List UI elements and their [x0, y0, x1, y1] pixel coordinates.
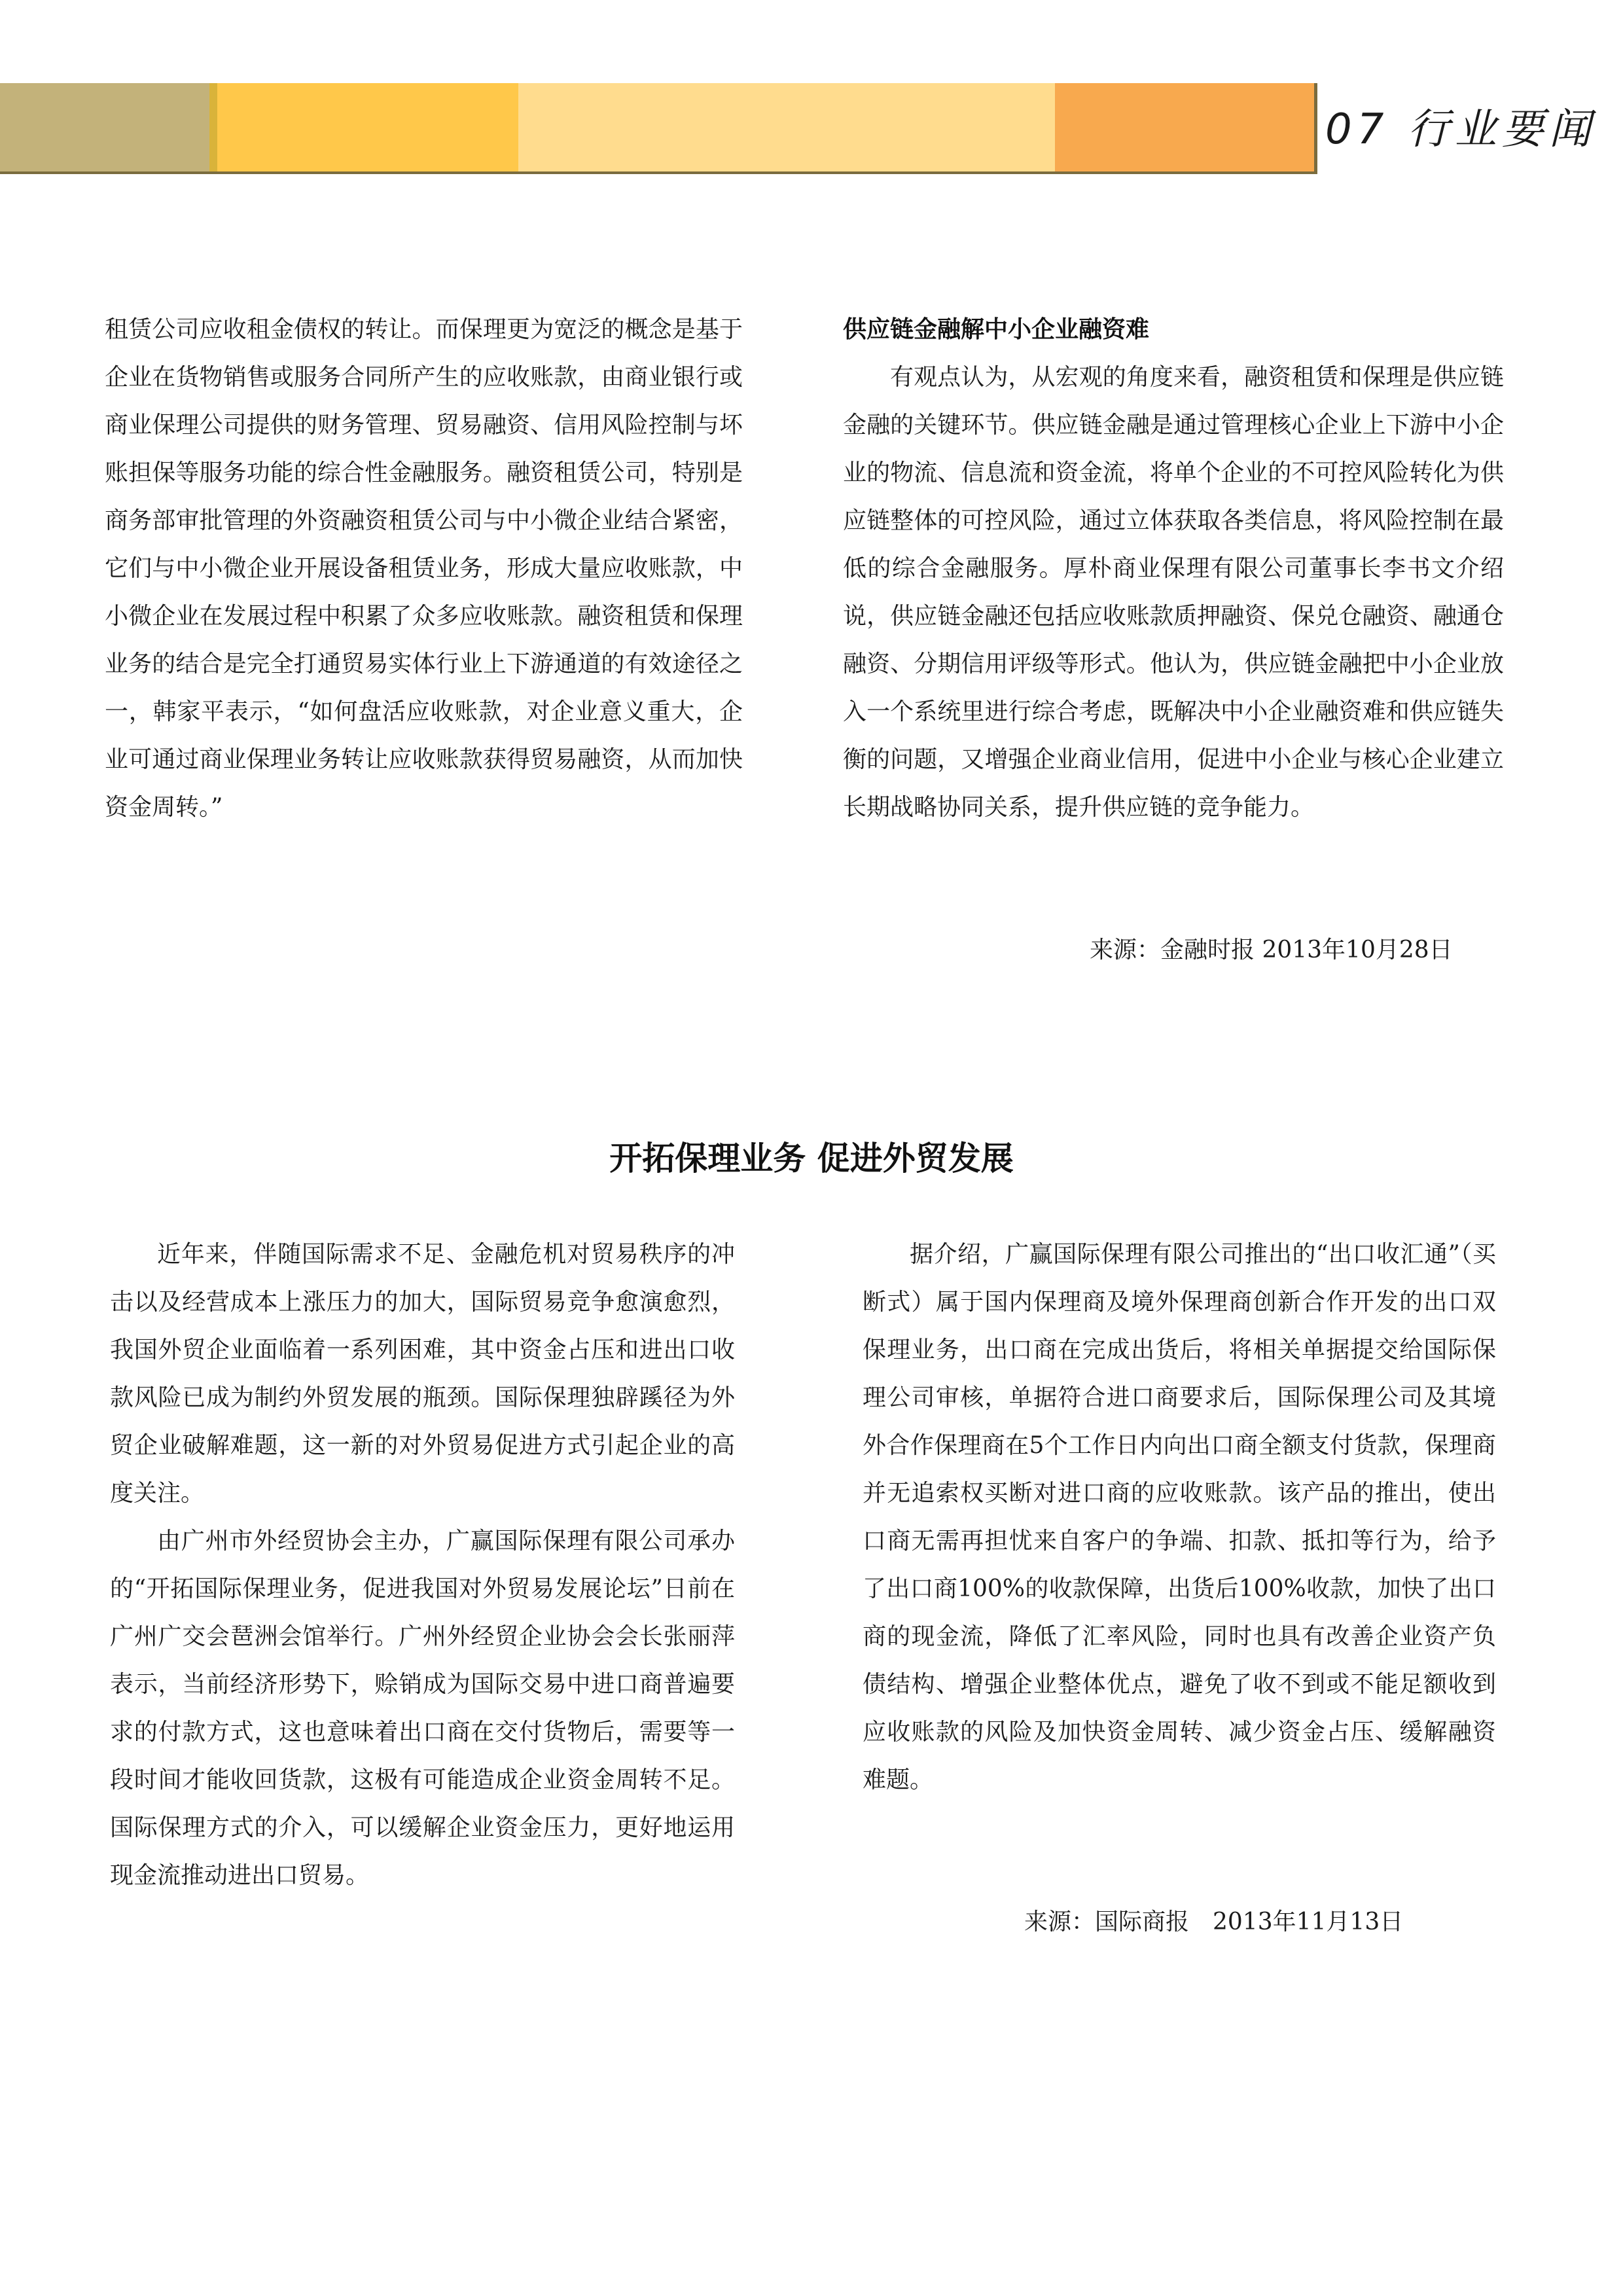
header-segment-olive [0, 83, 209, 171]
article2-title: 开拓保理业务 促进外贸发展 [609, 1139, 1014, 1177]
article2-left-column [110, 1230, 735, 1899]
header-segment-light-yellow [518, 83, 1055, 171]
header-vertical-rule [1314, 83, 1317, 174]
article2-right-paragraph: 据介绍，广赢国际保理有限公司推出的“出口收汇通”（买断式）属于国内保理商及境外保理商创新合作开发的出口双保理业务，出口商在完成出货后，将相关单据提交给国际保理公司审核，单据符合进口商要求后，国际保理公司及其境外合作保理商在5个工作日内向出口商全额支付货款，保理商并无追索权买断对进口商的应收账款。该产品的推出，使出口商无需再担忧来自客户的争端、扣款、抵扣等行为，给予了出口商100%的收款保障，出货后100%收款，加快了出口商的现金流，降低了汇率风险，同时也具有改善企业资产负债结构、增强企业整体优点，避免了收不到或不能足额收到应收账款的风险及加快资金周转、减少资金占压、缓解融资难题。 [863, 1241, 1496, 1793]
header-underline [0, 171, 1317, 174]
header-segment-divider [209, 83, 217, 171]
article1-subheading: 供应链金融解中小企业融资难 [843, 316, 1150, 343]
article1-right-paragraph: 有观点认为，从宏观的角度来看，融资租赁和保理是供应链金融的关键环节。供应链金融是通过管理核心企业上下游中小企业的物流、信息流和资金流，将单个企业的不可控风险转化为供应链整体的可控风险，通过立体获取各类信息，将风险控制在最低的综合金融服务。厚朴商业保理有限公司董事长李书文介绍说，供应链金融还包括应收账款质押融资、保兑仓融资、融通仓融资、分期信用评级等形式。他认为，供应链金融把中小企业放入一个系统里进行综合考虑，既解决中小企业融资难和供应链失衡的问题，又增强企业商业信用，促进中小企业与核心企业建立长期战略协同关系，提升供应链的竞争能力。 [843, 364, 1504, 821]
article2-left-paragraph-2: 由广州市外经贸协会主办，广赢国际保理有限公司承办的“开拓国际保理业务，促进我国对外贸易发展论坛”日前在广州广交会琶洲会馆举行。广州外经贸企业协会会长张丽萍表示，当前经济形势下，赊销成为国际交易中进口商普遍要求的付款方式，这也意味着出口商在交付货物后，需要等一段时间才能收回货款，这极有可能造成企业资金周转不足。国际保理方式的介入，可以缓解企业资金压力，更好地运用现金流推动进出口贸易。 [110, 1528, 735, 1889]
article1-right-column [843, 306, 1504, 831]
article1-left-column [105, 306, 743, 831]
article2-source: 来源：国际商报 2013年11月13日 [1024, 1909, 1404, 1935]
section-label: 07 行业要闻 [1325, 105, 1596, 154]
article1-left-paragraph: 租赁公司应收租金债权的转让。而保理更为宽泛的概念是基于企业在货物销售或服务合同所产生的应收账款，由商业银行或商业保理公司提供的财务管理、贸易融资、信用风险控制与坏账担保等服务功能的综合性金融服务。融资租赁公司，特别是商务部审批管理的外资融资租赁公司与中小微企业结合紧密，它们与中小微企业开展设备租赁业务，形成大量应收账款，中小微企业在发展过程中积累了众多应收账款。融资租赁和保理业务的结合是完全打通贸易实体行业上下游通道的有效途径之一，韩家平表示，“如何盘活应收账款，对企业意义重大，企业可通过商业保理业务转让应收账款获得贸易融资，从而加快资金周转。” [105, 316, 743, 821]
article2-right-column [863, 1230, 1496, 1804]
header-segment-orange [1055, 83, 1317, 171]
header-segment-yellow [217, 83, 518, 171]
article2-left-paragraph-1: 近年来，伴随国际需求不足、金融危机对贸易秩序的冲击以及经营成本上涨压力的加大，国际贸易竞争愈演愈烈，我国外贸企业面临着一系列困难，其中资金占压和进出口收款风险已成为制约外贸发展的瓶颈。国际保理独辟蹊径为外贸企业破解难题，这一新的对外贸易促进方式引起企业的高度关注。 [110, 1241, 735, 1507]
article1-source: 来源：金融时报 2013年10月28日 [1090, 937, 1453, 963]
